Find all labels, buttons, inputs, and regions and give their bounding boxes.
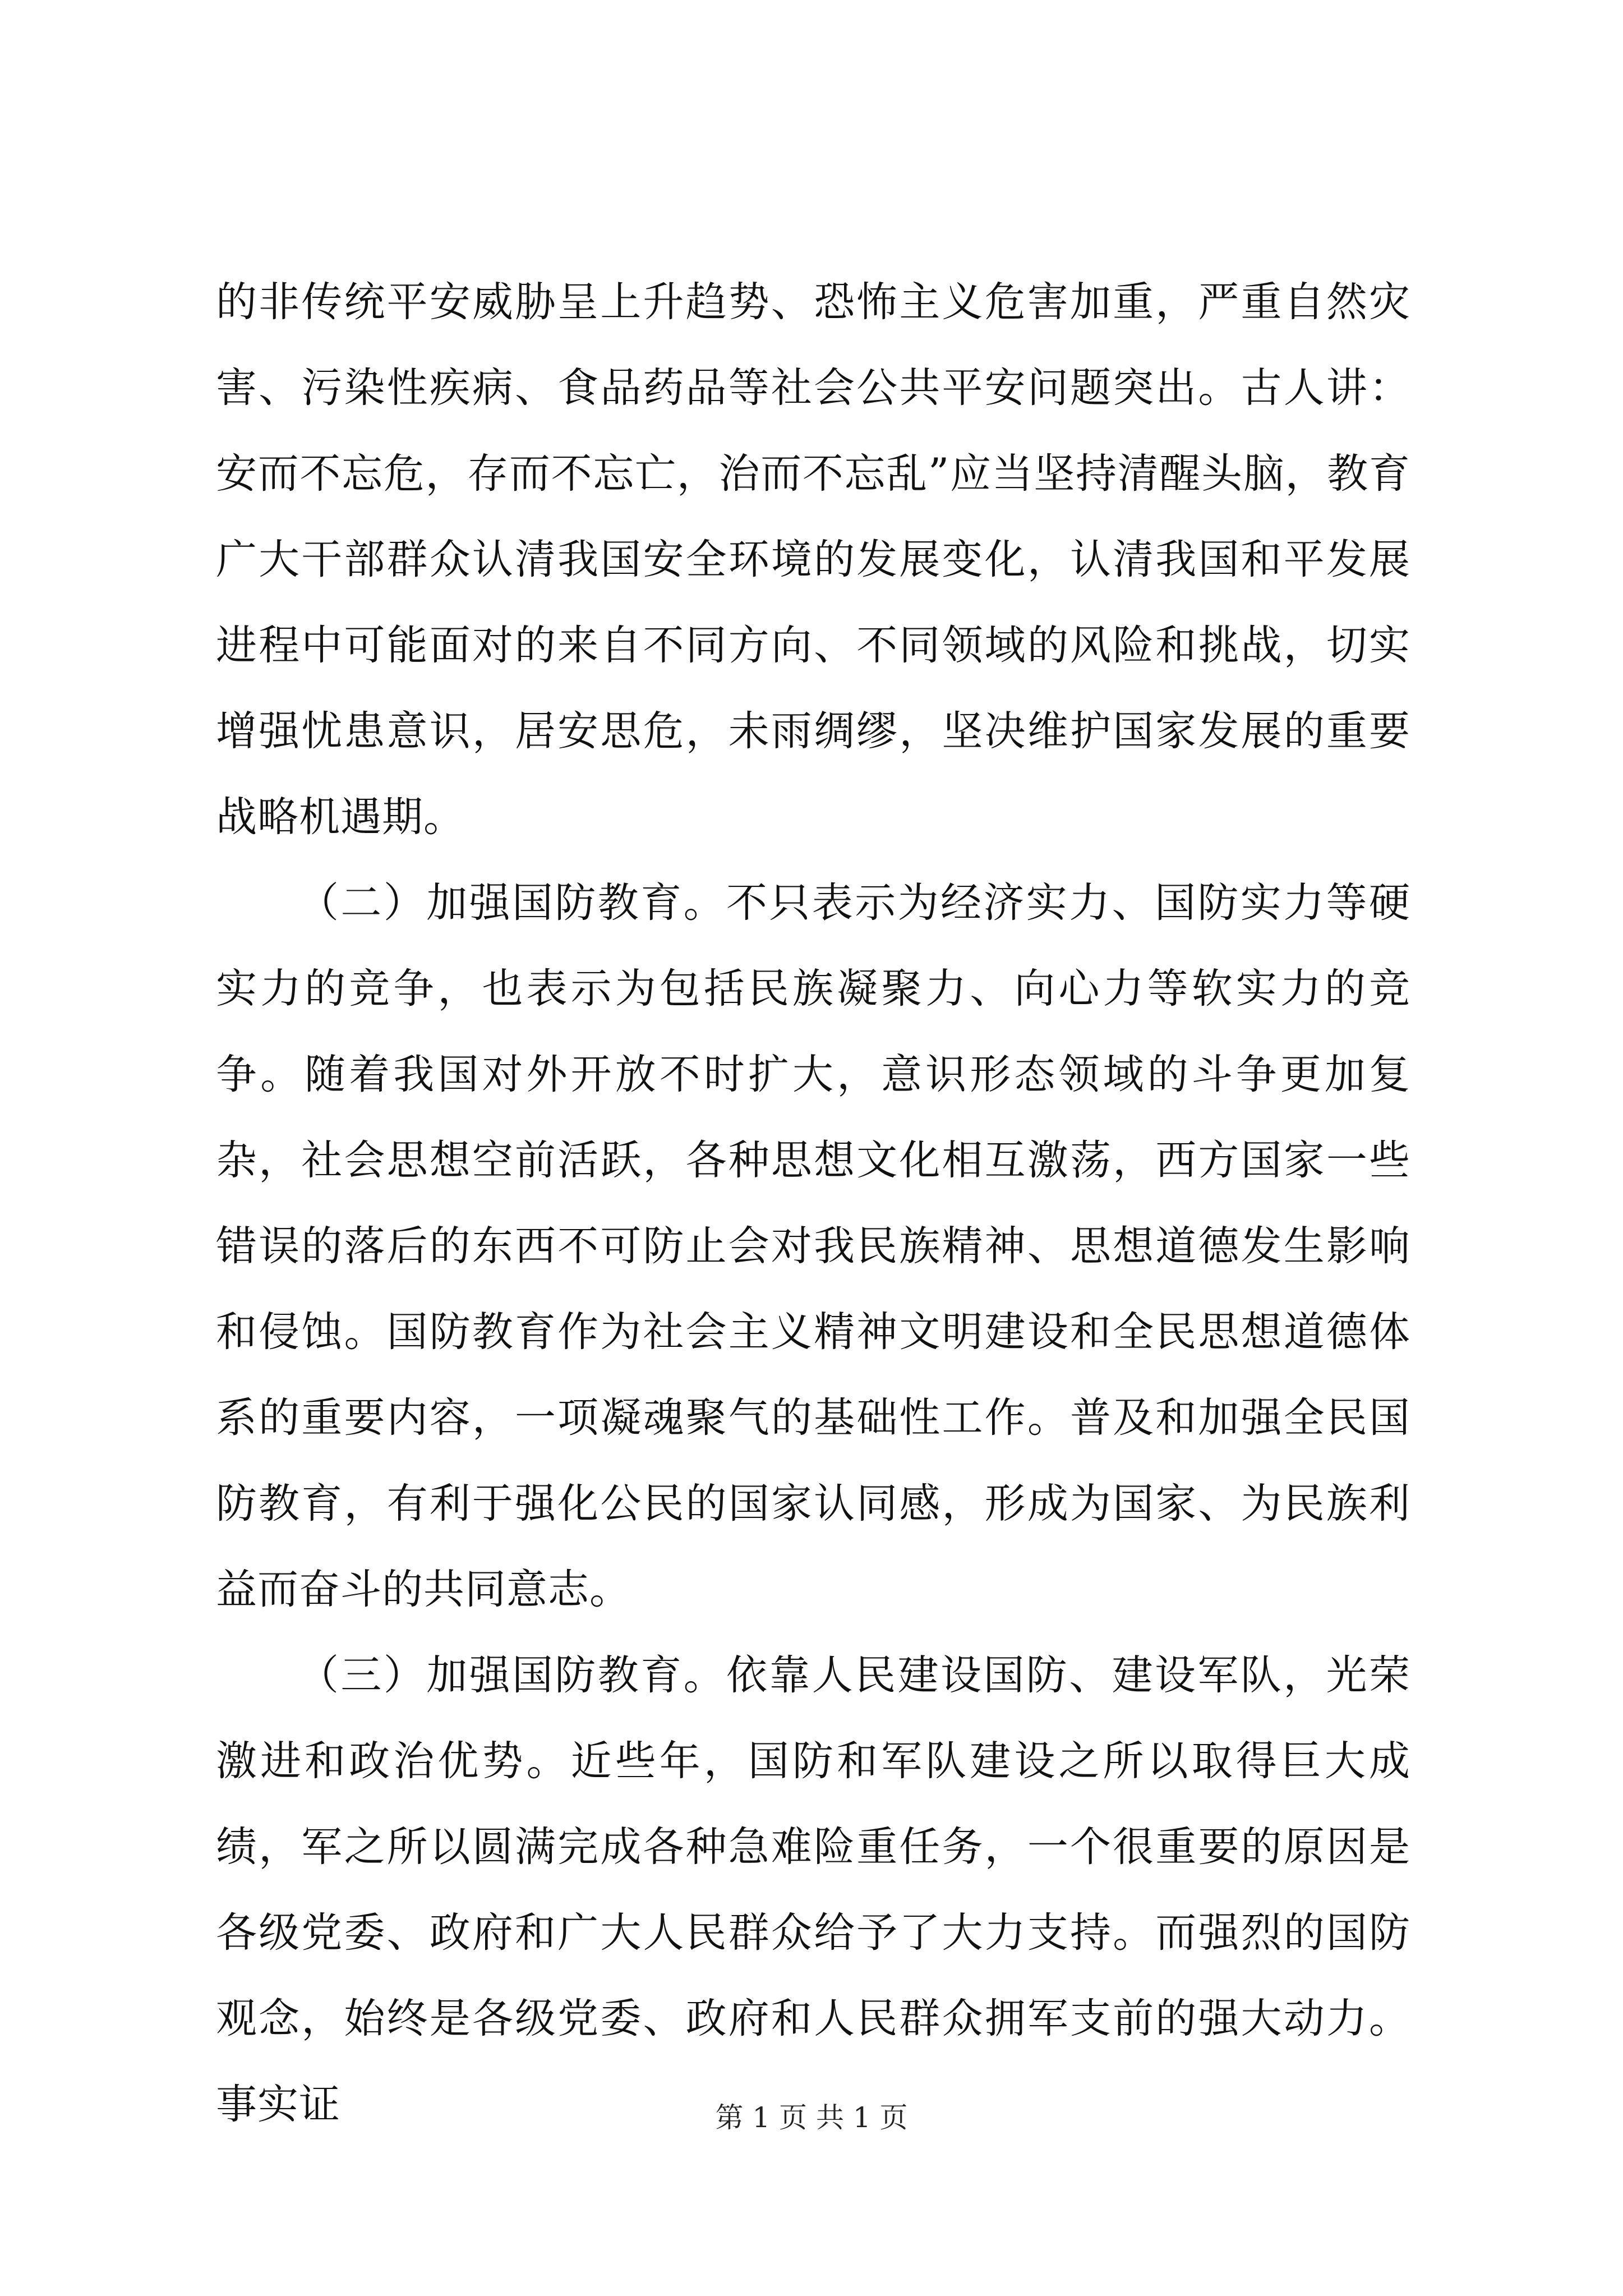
paragraph-section-2: （二）加强国防教育。不只表示为经济实力、国防实力等硬实力的竞争，也表示为包括民族凝聚力、向心力等软实力的竞争。随着我国对外开放不时扩大，意识形态领域的斗争更加复杂，社会思想空前活跃，各种思想文化相互激荡，西方国家一些错误的落后的东西不可防止会对我民族精神、思想道德发生影响和侵蚀。国防教育作为社会主义精神文明建设和全民思想道德体系的重要内容，一项凝魂聚气的基础性工作。普及和加强全民国防教育，有利于强化公民的国家认同感，形成为国家、为民族利益而奋斗的共同意志。 xyxy=(216,879,1410,1613)
paragraph-section-3: （三）加强国防教育。依靠人民建设国防、建设军队，光荣激进和政治优势。近些年，国防和军队建设之所以取得巨大成绩，军之所以圆满完成各种急难险重任务，一个很重要的原因是各级党委、政府和广大人民群众给予了大力支持。而强烈的国防观念，始终是各级党委、政府和人民群众拥军支前的强大动力。事实证 xyxy=(216,1651,1410,2128)
paragraph-continuation: 的非传统平安威胁呈上升趋势、恐怖主义危害加重，严重自然灾害、污染性疾病、食品药品等社会公共平安问题突出。古人讲：安而不忘危，存而不忘亡，治而不忘乱”应当坚持清醒头脑，教育广大干部群众认清我国安全环境的发展变化，认清我国和平发展进程中可能面对的来自不同方向、不同领域的风险和挑战，切实增强忧患意识，居安思危，未雨绸缪，坚决维护国家发展的重要战略机遇期。 xyxy=(216,278,1410,841)
body-text xyxy=(216,259,1410,2147)
page-footer: 第 1 页 共 1 页 xyxy=(715,2101,908,2134)
